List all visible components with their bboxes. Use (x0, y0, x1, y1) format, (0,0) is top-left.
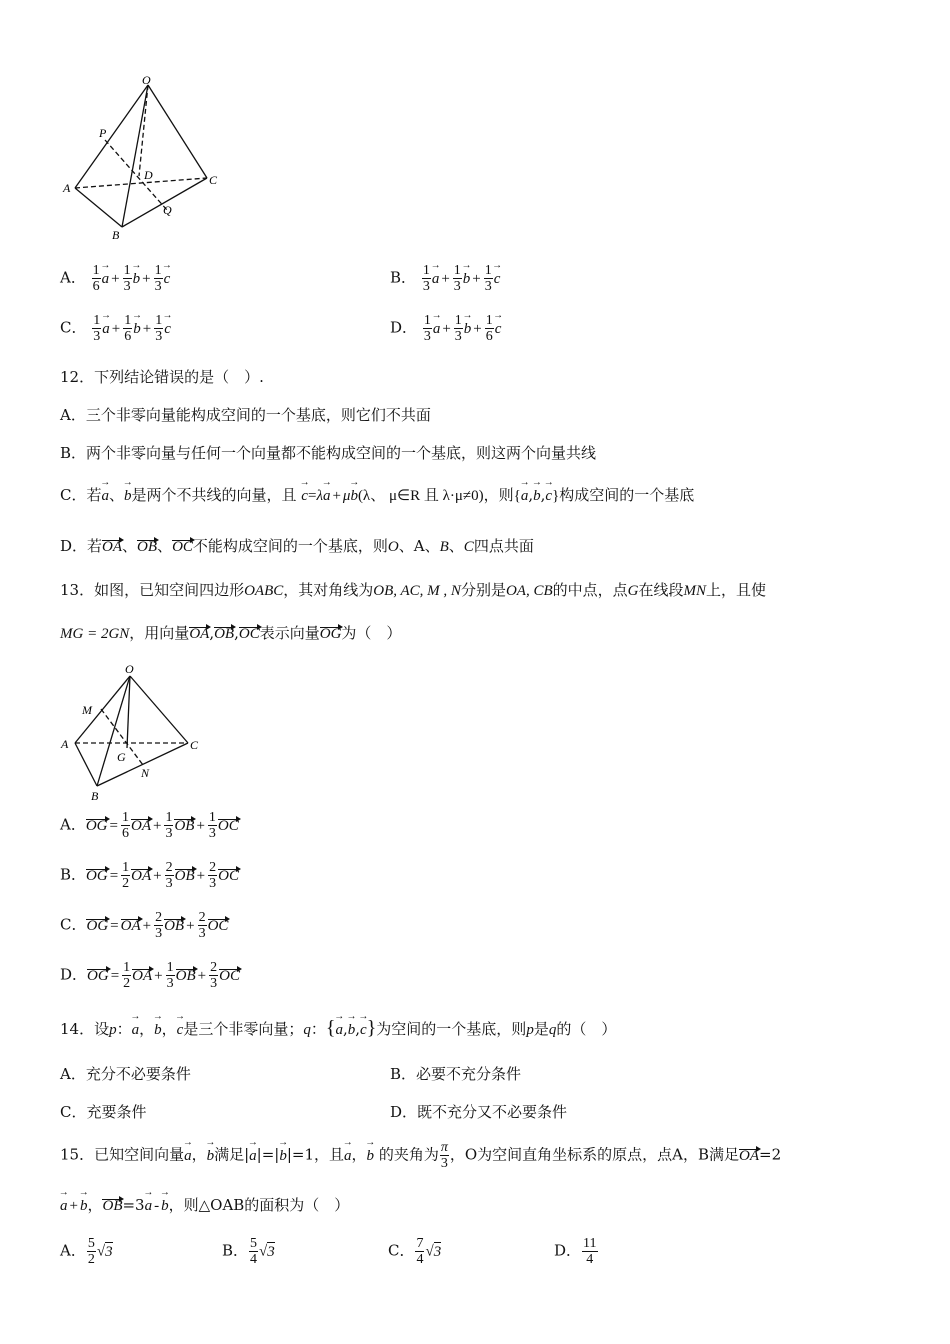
q14-option-d[interactable]: D．既不充分又不必要条件 (390, 1103, 568, 1121)
label-A: A (61, 737, 69, 751)
q12-option-c[interactable]: C．若→ a、→ b是两个不共线的向量，且 → c=λ→ a + μ→ b(λ、 μ∈R 且 λ·μ≠0)，则{→ a,→ b,→ c}构成空间的一个基底 (60, 484, 694, 505)
q13-option-a[interactable]: A．OG = $\frac{1}{6}$ OA + $\frac{1}{3}$ OB + $\frac{1}{3}$ OC (60, 810, 239, 841)
q13-option-c[interactable]: C．OG = OA + $\frac{2}{3}$ OB + $\frac{2}{3}$ OC (60, 910, 229, 941)
label-A: A (63, 181, 71, 195)
q12-option-a[interactable]: A．三个非零向量能构成空间的一个基底，则它们不共面 (60, 406, 431, 424)
label-B: B (112, 228, 120, 242)
q11-option-b[interactable]: B． $\frac{1}{3}$ → a + $\frac{1}{3}$ → b + $\frac{1}{3}$ → c (390, 263, 500, 294)
label-C: C (190, 738, 199, 752)
label-C: C (209, 173, 218, 187)
q13-stem-line1: 13．如图，已知空间四边形OABC，其对角线为OB, AC, M , N分别是OA, CB的中点，点G在线段MN上，且使 (60, 581, 767, 599)
q12-option-b[interactable]: B．两个非零向量与任何一个向量都不能构成空间的一个基底，则这两个向量共线 (60, 444, 597, 462)
q11-option-a[interactable]: A． $\frac{1}{6}$ → a + $\frac{1}{3}$ → b + $\frac{1}{3}$ → c (60, 263, 170, 294)
tetrahedron-figure-2 (55, 658, 215, 806)
tetrahedron-figure-1 (55, 70, 235, 245)
label-B: B (91, 789, 99, 803)
q13-option-d[interactable]: D．OG = $\frac{1}{2}$ OA + $\frac{1}{3}$ OB + $\frac{2}{3}$ OC (60, 960, 240, 991)
q14-option-c[interactable]: C．充要条件 (60, 1103, 147, 1121)
q15-option-d[interactable]: D． $\frac{11}{4}$ (554, 1236, 597, 1267)
q11-option-d[interactable]: D． $\frac{1}{3}$ → a + $\frac{1}{3}$ → b + $\frac{1}{6}$ → c (390, 313, 501, 344)
q15-option-a[interactable]: A． $\frac{5}{2}$ √3 (60, 1236, 113, 1267)
q12-option-d[interactable]: D．若OA、OB、OC不能构成空间的一个基底，则O、A、B、C四点共面 (60, 537, 534, 555)
label-N: N (141, 766, 150, 780)
q15-stem-line1: 15．已知空间向量→ a，→ b满足|→ a|=|→ b|=1，且→ a，→ b 的夹角为 $\frac{\pi}{3}$ ，O为空间直角坐标系的原点，点A，B满足OA=2 (60, 1140, 781, 1171)
q12-stem: 12．下列结论错误的是（ ）. (60, 368, 264, 386)
q15-option-c[interactable]: C． $\frac{7}{4}$ √3 (388, 1236, 442, 1267)
label-P: P (99, 126, 107, 140)
q11-option-c[interactable]: C． $\frac{1}{3}$ → a + $\frac{1}{6}$ → b + $\frac{1}{3}$ → c (60, 313, 171, 344)
label-D: D (144, 168, 153, 182)
label-Q: Q (163, 203, 172, 217)
q14-option-a[interactable]: A．充分不必要条件 (60, 1065, 191, 1083)
q14-option-b[interactable]: B．必要不充分条件 (390, 1065, 522, 1083)
label-O: O (142, 73, 151, 87)
q13-stem-line2: MG = 2GN，用向量OA,OB,OC表示向量OG为（ ） (60, 624, 402, 642)
label-G: G (117, 750, 126, 764)
q14-stem: 14．设p：→ a，→ b，→ c是三个非零向量；q：{→ a,→ b,→ c}为空间的一个基底，则p是q的（ ） (60, 1017, 616, 1040)
q15-stem-line2: → a +→ b，OB=3→ a -→ b，则△OAB的面积为（ ） (60, 1194, 349, 1215)
q15-option-b[interactable]: B． $\frac{5}{4}$ √3 (222, 1236, 275, 1267)
q13-option-b[interactable]: B．OG = $\frac{1}{2}$ OA + $\frac{2}{3}$ OB + $\frac{2}{3}$ OC (60, 860, 239, 891)
label-O: O (125, 662, 134, 676)
label-M: M (82, 703, 92, 717)
